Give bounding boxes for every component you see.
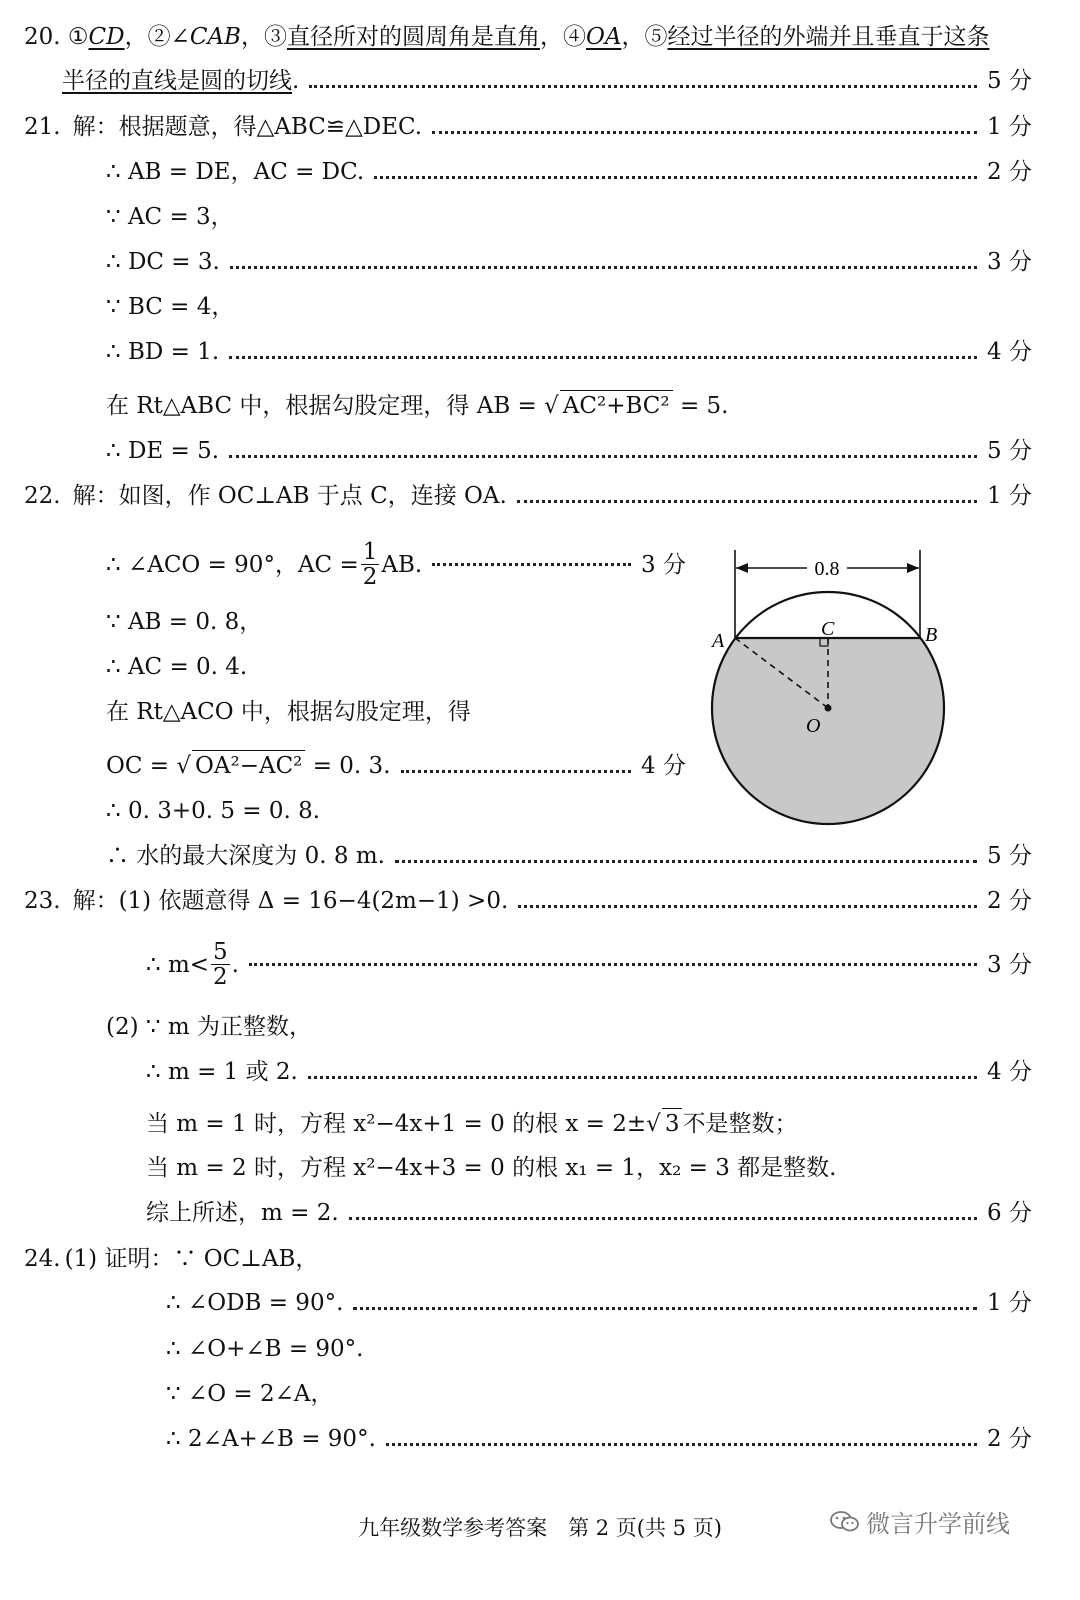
label-C: C (821, 618, 835, 640)
q23-line5: 当 m = 1 时，方程 x²−4x+1 = 0 的根 x = 2±√ 3 不是整数； (146, 1108, 797, 1139)
q23-line2: ∴ m< $\frac{5}{2}$ . 3 分 (146, 939, 1032, 990)
q23-line7: 综上所述，m = 2. 6 分 (146, 1200, 1032, 1226)
q22-line6: OC = √ OA²−AC² = 0. 3. 4 分 (106, 750, 686, 781)
q21-line6: ∴ BD = 1. 4 分 (106, 339, 1032, 365)
q20-line2: 半径的直线是圆的切线. 5 分 (62, 68, 1032, 94)
q22-line5: 在 Rt△ACO 中，根据勾股定理，得 (106, 699, 471, 725)
q24-number: 24. (24, 1246, 61, 1272)
q24-line5: ∴ 2∠A+∠B = 90°. 2 分 (166, 1426, 1032, 1452)
q22-number: 22. (24, 483, 61, 509)
wechat-icon (830, 1510, 860, 1534)
score: 5 分 (987, 68, 1032, 94)
q23-number: 23. (24, 888, 61, 914)
q24-line4: ∵ ∠O = 2∠A， (166, 1381, 334, 1407)
q22-line1: 22. 解：如图，作 OC⊥AB 于点 C，连接 OA. 1 分 (24, 483, 1032, 509)
q21-pythagoras: 在 Rt△ABC 中，根据勾股定理，得 AB = √ AC²+BC² = 5. (106, 390, 728, 421)
q23-line6: 当 m = 2 时，方程 x²−4x+3 = 0 的根 x₁ = 1，x₂ = 3 都是整数. (146, 1155, 837, 1181)
q24-line3: ∴ ∠O+∠B = 90°. (166, 1336, 364, 1362)
q22-line4: ∴ AC = 0. 4. (106, 654, 248, 680)
label-A: A (712, 630, 725, 652)
q23-line1: 23. 解：(1) 依题意得 Δ = 16−4(2m−1) >0. 2 分 (24, 888, 1032, 914)
label-O: O (806, 715, 821, 737)
figure-dimension-label: 0.8 (814, 558, 840, 580)
q22-line3: ∵ AB = 0. 8， (106, 609, 263, 635)
watermark: 微言升学前线 (830, 1504, 1010, 1539)
q22-line7: ∴ 0. 3+0. 5 = 0. 8. (106, 798, 321, 824)
q24-line1: 24. (1) 证明：∵ OC⊥AB， (24, 1246, 319, 1272)
q23-line3: (2) ∵ m 为正整数， (106, 1014, 312, 1040)
q21-last: ∴ DE = 5. 5 分 (106, 438, 1032, 464)
q21-line1: 21. 解：根据题意，得△ABC≌△DEC. 1 分 (24, 114, 1032, 140)
q23-line4: ∴ m = 1 或 2. 4 分 (146, 1059, 1032, 1085)
label-B: B (925, 624, 938, 646)
q20-line1: 20. ①CD，②∠CAB，③直径所对的圆周角是直角，④OA，⑤经过半径的外端并且垂直于这条 (24, 24, 990, 50)
page-footer: 九年级数学参考答案 第 2 页(共 5 页) (358, 1516, 722, 1540)
q20-number: 20. (24, 24, 61, 50)
q21-line5: ∵ BC = 4， (106, 294, 235, 320)
q21-number: 21. (24, 114, 61, 140)
q24-line2: ∴ ∠ODB = 90°. 1 分 (166, 1290, 1032, 1316)
q22-line8: ∴ 水的最大深度为 0. 8 m. 5 分 (106, 843, 1032, 869)
circle-water-figure (700, 540, 960, 840)
q21-line3: ∵ AC = 3， (106, 204, 234, 230)
q21-line4: ∴ DC = 3. 3 分 (106, 249, 1032, 275)
q21-line2: ∴ AB = DE，AC = DC. 2 分 (106, 159, 1032, 185)
q22-line2: ∴ ∠ACO = 90°，AC = $\frac{1}{2}$ AB. 3 分 (106, 539, 686, 590)
